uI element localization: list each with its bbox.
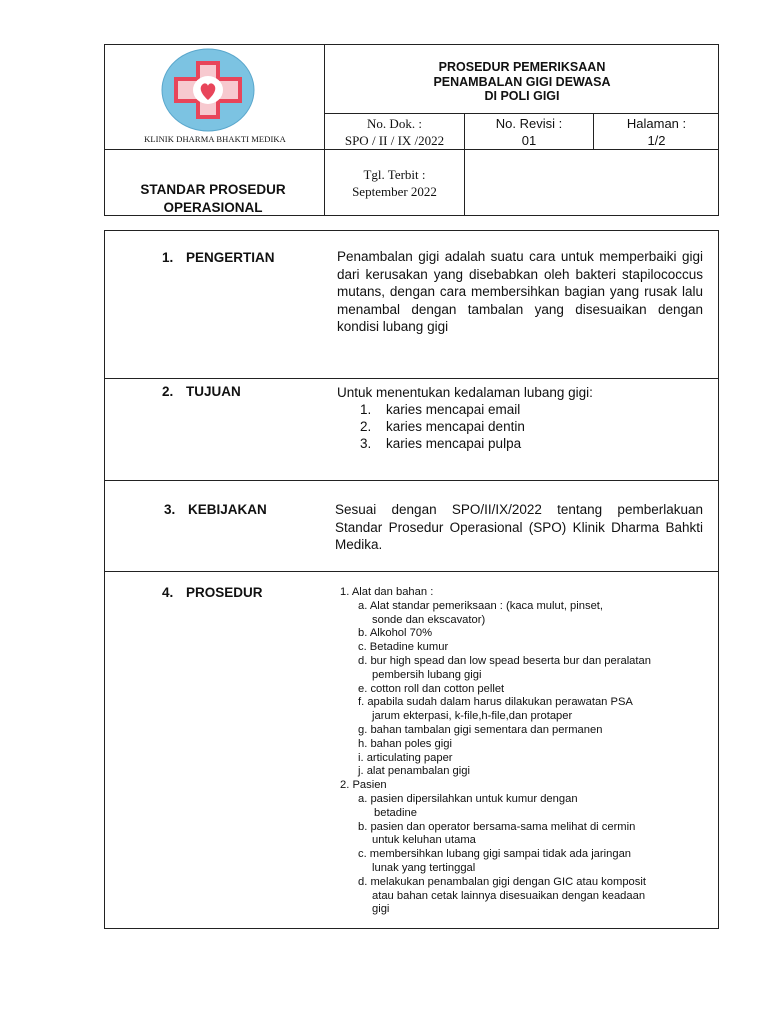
prosedur-line: 1. Alat dan bahan : [340, 586, 434, 598]
halaman-cell [594, 115, 719, 149]
section-number: 4. [162, 585, 174, 600]
list-item-number: 3. [360, 436, 372, 451]
list-item-text: karies mencapai email [386, 402, 521, 417]
list-item-text: karies mencapai pulpa [386, 436, 522, 451]
list-item [360, 401, 660, 418]
prosedur-line: b. pasien dan operator bersama-sama melihat di cermin [358, 820, 636, 833]
header-divider-horizontal [324, 113, 719, 114]
prosedur-line: c. Betadine kumur [358, 641, 449, 654]
list-item-number: 1. [360, 402, 372, 417]
prosedur-line: atau bahan cetak lainnya disesuaikan dengan keadaan [372, 889, 646, 902]
document-title-line: PROSEDUR PEMERIKSAAN [438, 60, 606, 74]
section-title: KEBIJAKAN [188, 502, 267, 517]
header-divider-horizontal [104, 149, 719, 150]
sop-title: STANDAR PROSEDUR OPERASIONAL [140, 182, 286, 215]
prosedur-line: a. Alat standar pemeriksaan : (kaca mulut, pinset, [358, 599, 604, 612]
no-dok-value: SPO / II / IX /2022 [344, 133, 445, 148]
prosedur-line: b. Alkohol 70% [358, 627, 433, 640]
list-item-number: 2. [360, 419, 372, 434]
section-number: 2. [162, 384, 174, 399]
prosedur-line: d. bur high spead dan low spead beserta bur dan peralatan [358, 654, 651, 667]
section-number: 1. [162, 250, 174, 265]
section-number: 3. [164, 502, 176, 517]
pengertian-text: Penambalan gigi adalah suatu cara untuk memperbaiki gigi dari kerusakan yang disebabkan oleh bakteri stapilococcus mutans, dengan cara membersihkan bagian yang rusak lalu menambal dengan tambalan yang disesuaikan dengan kondisi lubang gigi [337, 249, 703, 334]
prosedur-line: pembersih lubang gigi [372, 668, 482, 681]
clinic-name: KLINIK DHARMA BHAKTI MEDIKA [144, 134, 286, 144]
prosedur-line: jarum ekterpasi, k-file,h-file,dan protaper [372, 710, 573, 723]
kebijakan-text: Sesuai dengan SPO/II/IX/2022 tentang pemberlakuan Standar Prosedur Operasional (SPO) Klinik Dharma Bahkti Medika. [335, 502, 703, 552]
no-revisi-cell [465, 115, 593, 149]
prosedur-line: i. articulating paper [358, 751, 453, 764]
document-title-line: PENAMBALAN GIGI DEWASA [433, 74, 611, 89]
section-title: PROSEDUR [186, 585, 263, 600]
section-heading-prosedur [162, 585, 263, 600]
prosedur-line: h. bahan poles gigi [358, 737, 452, 750]
list-item [360, 418, 660, 435]
tgl-terbit-value: September 2022 [352, 184, 437, 199]
list-item-text: karies mencapai dentin [386, 419, 525, 434]
document-title-line: DI POLI GIGI [484, 89, 560, 103]
halaman-label: Halaman : [626, 116, 687, 131]
document-title [326, 60, 718, 104]
prosedur-line: e. cotton roll dan cotton pellet [358, 682, 505, 695]
tgl-terbit-cell [325, 166, 464, 200]
section-title: PENGERTIAN [186, 250, 275, 265]
section-heading-pengertian [162, 250, 275, 265]
prosedur-line: gigi [372, 903, 390, 916]
section-title: TUJUAN [186, 384, 241, 399]
prosedur-line: sonde dan ekscavator) [372, 613, 486, 626]
prosedur-list [340, 586, 651, 917]
section-divider [104, 378, 719, 379]
no-dok-label: No. Dok. : [367, 116, 422, 131]
tujuan-list [360, 401, 660, 452]
prosedur-line: j. alat penambalan gigi [358, 765, 470, 778]
section-divider [104, 571, 719, 572]
list-item [360, 435, 660, 452]
prosedur-line: betadine [374, 806, 417, 819]
no-revisi-label: No. Revisi : [495, 116, 563, 131]
prosedur-line: d. melakukan penambalan gigi dengan GIC atau komposit [358, 875, 646, 888]
prosedur-line: lunak yang tertinggal [372, 861, 476, 874]
prosedur-line: 2. Pasien [340, 779, 387, 792]
tujuan-intro-text: Untuk menentukan kedalaman lubang gigi: [337, 385, 593, 400]
no-dok-cell [325, 115, 464, 149]
red-cross-heart-icon [160, 47, 256, 133]
section-heading-kebijakan [164, 502, 267, 517]
no-revisi-value: 01 [521, 133, 537, 148]
prosedur-line: c. membersihkan lubang gigi sampai tidak ada jaringan [358, 848, 632, 861]
section-divider [104, 480, 719, 481]
halaman-value: 1/2 [647, 133, 666, 148]
prosedur-line: a. pasien dipersilahkan untuk kumur dengan [358, 792, 578, 805]
tgl-terbit-label: Tgl. Terbit : [363, 167, 426, 182]
prosedur-line: untuk keluhan utama [372, 834, 476, 847]
section-heading-tujuan [162, 384, 241, 399]
prosedur-line: g. bahan tambalan gigi sementara dan permanen [358, 723, 603, 736]
prosedur-line: f. apabila sudah dalam harus dilakukan perawatan PSA [358, 696, 633, 709]
tujuan-intro [337, 384, 593, 401]
